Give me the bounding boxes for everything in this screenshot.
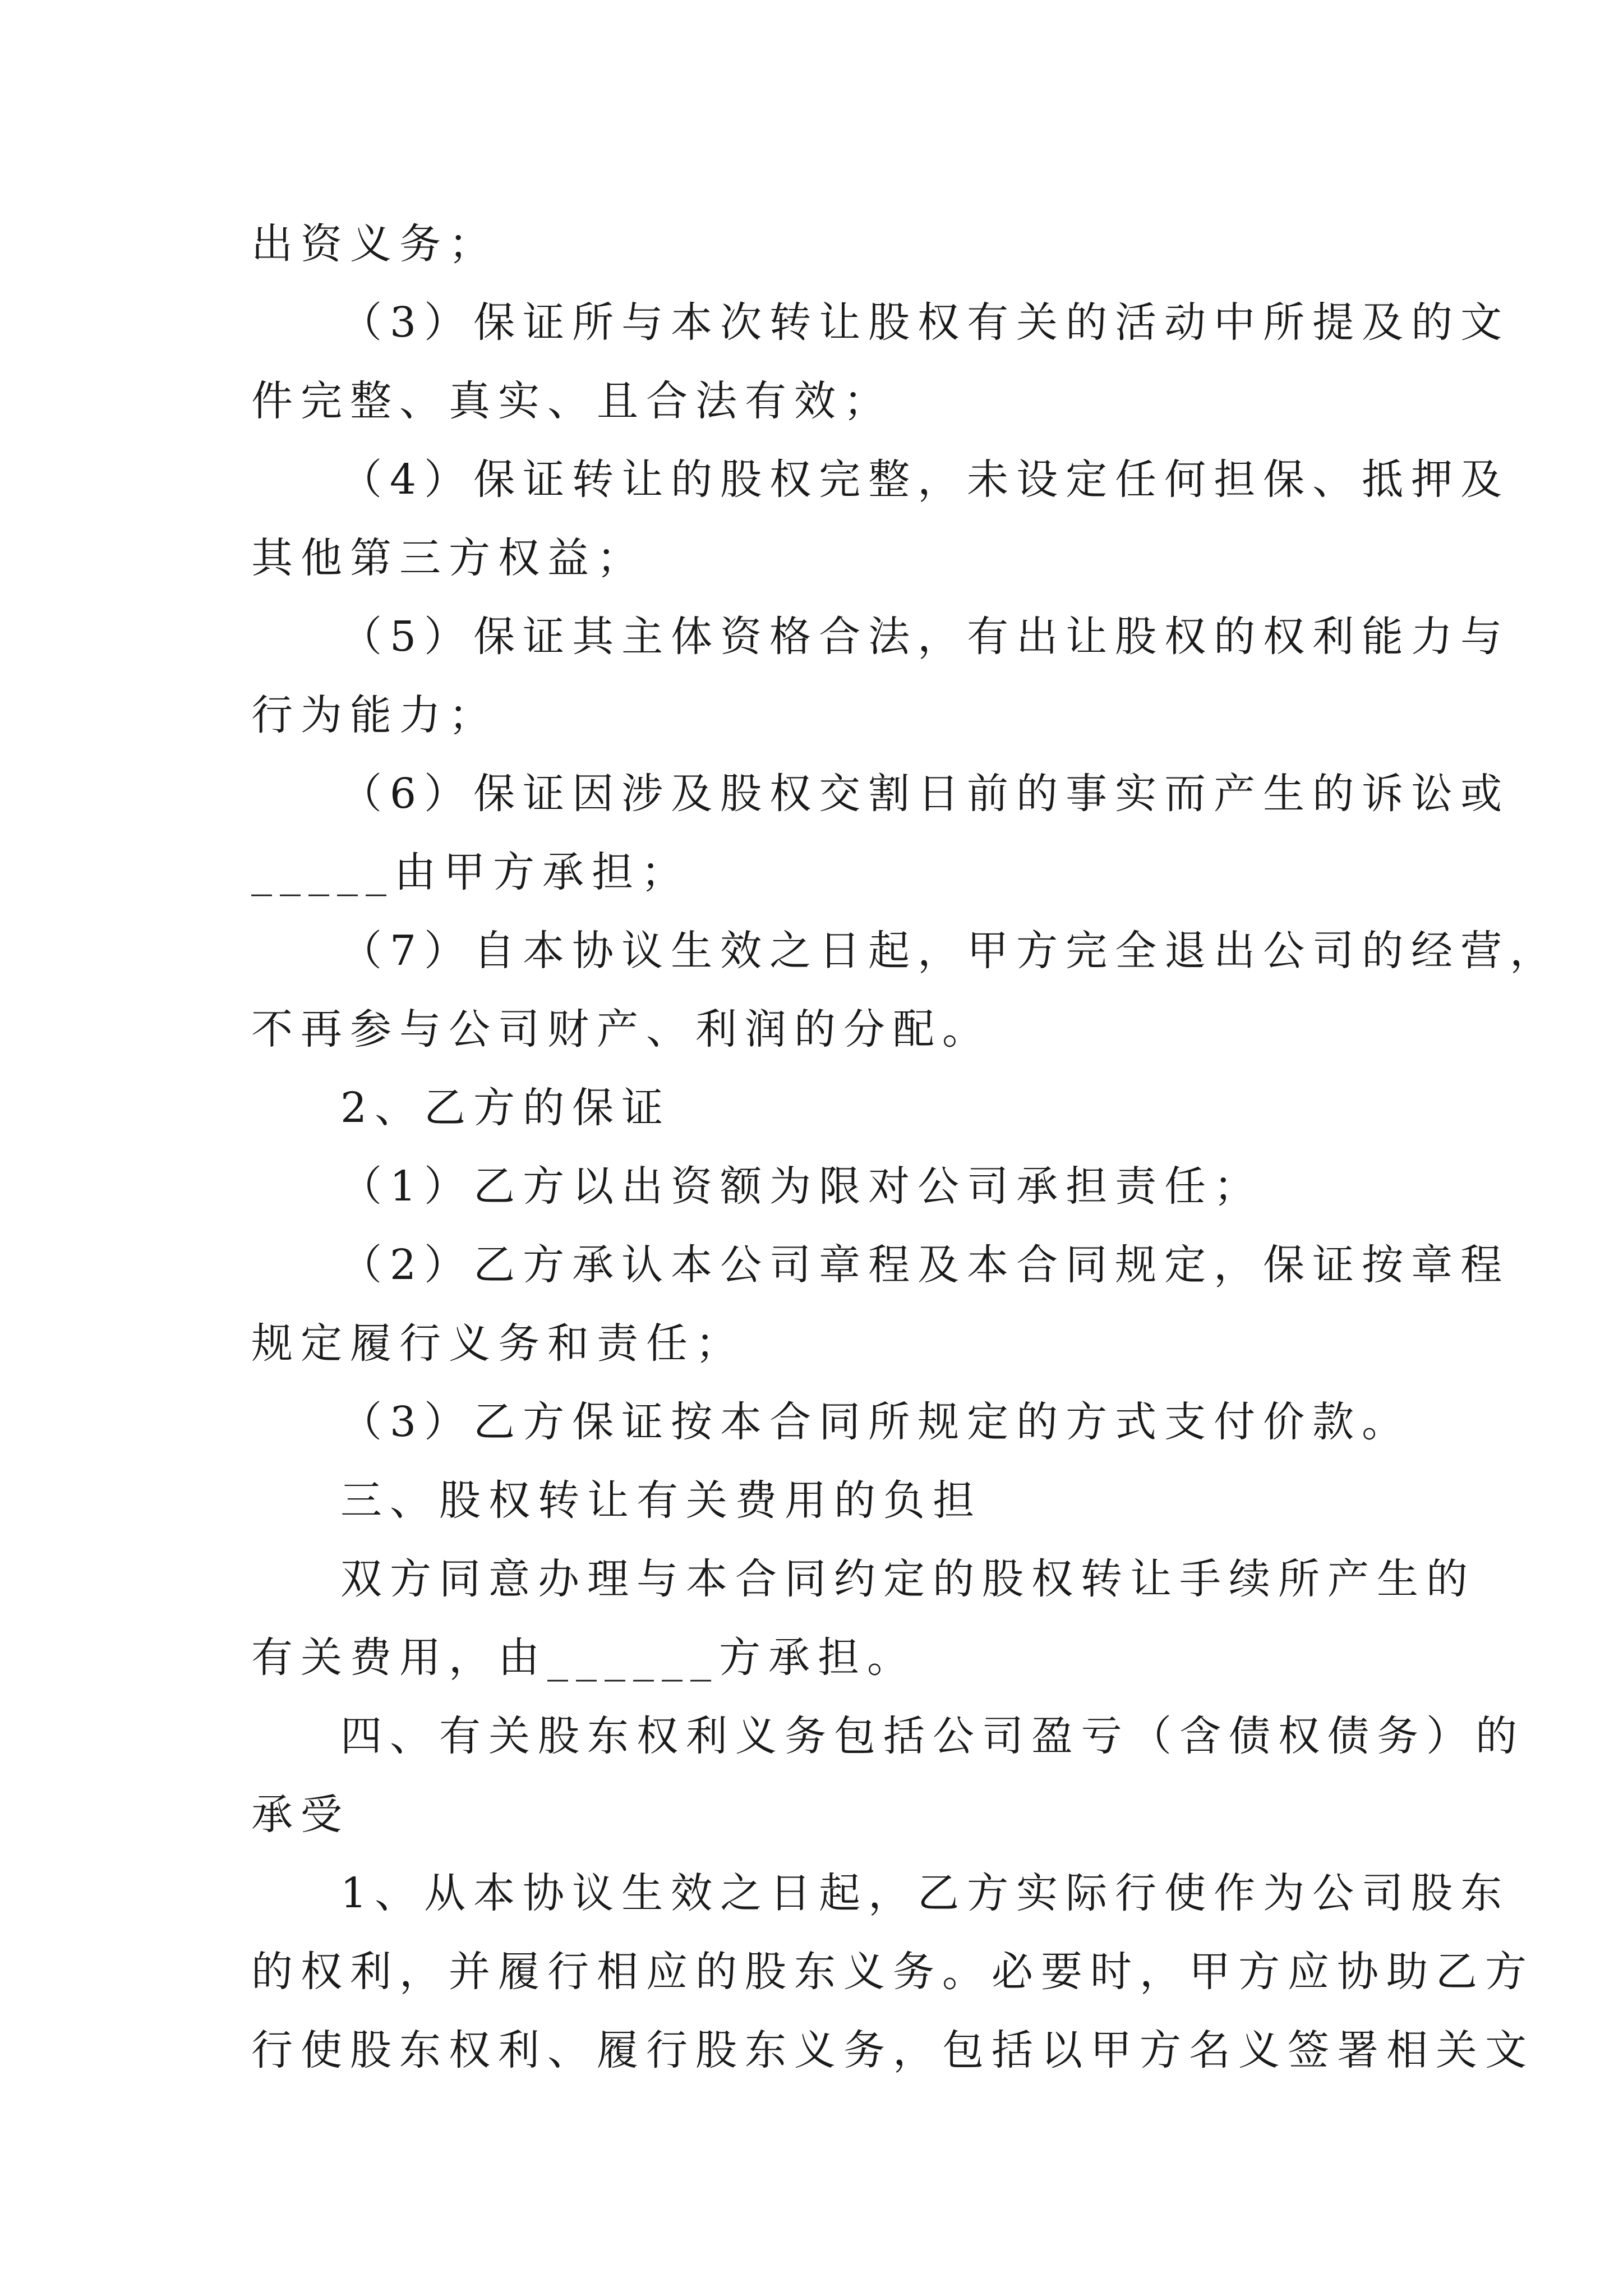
section-heading: 承受 [251,1791,350,1839]
text-line: （6）保证因涉及股权交割日前的事实而产生的诉讼或 [340,770,1510,818]
text-line: 不再参与公司财产、利润的分配。 [251,1005,992,1053]
text-line: 规定履行义务和责任； [251,1319,745,1368]
text-line: 双方同意办理与本合同约定的股权转让手续所产生的 [340,1555,1476,1603]
section-heading: 2、乙方的保证 [340,1084,671,1132]
text-line: （5）保证其主体资格合法，有出让股权的权利能力与 [340,613,1510,661]
text-line: 件完整、真实、且合法有效； [251,377,893,425]
text-line: _____由甲方承担； [251,848,690,896]
text-line: 的权利，并履行相应的股东义务。必要时，甲方应协助乙方 [251,1948,1534,1996]
text-line: （3）保证所与本次转让股权有关的活动中所提及的文 [340,298,1510,347]
text-line: 1、从本协议生效之日起，乙方实际行使作为公司股东 [340,1869,1510,1917]
text-line: 有关费用，由______方承担。 [251,1634,916,1682]
text-line: 其他第三方权益； [251,534,646,582]
text-line: 行为能力； [251,691,498,739]
text-line: （3）乙方保证按本合同所规定的方式支付价款。 [340,1398,1412,1446]
text-line: （1）乙方以出资额为限对公司承担责任； [340,1162,1264,1211]
text-line: （4）保证转让的股权完整，未设定任何担保、抵押及 [340,455,1510,504]
text-line: 行使股东权利、履行股东义务，包括以甲方名义签署相关文 [251,2026,1534,2074]
text-line: 出资义务； [251,220,498,268]
section-heading: 四、有关股东权利义务包括公司盈亏（含债权债务）的 [340,1712,1525,1760]
text-line: （7）自本协议生效之日起，甲方完全退出公司的经营， [340,927,1560,975]
section-heading: 三、股权转让有关费用的负担 [340,1476,982,1525]
text-line: （2）乙方承认本公司章程及本合同规定，保证按章程 [340,1241,1510,1289]
